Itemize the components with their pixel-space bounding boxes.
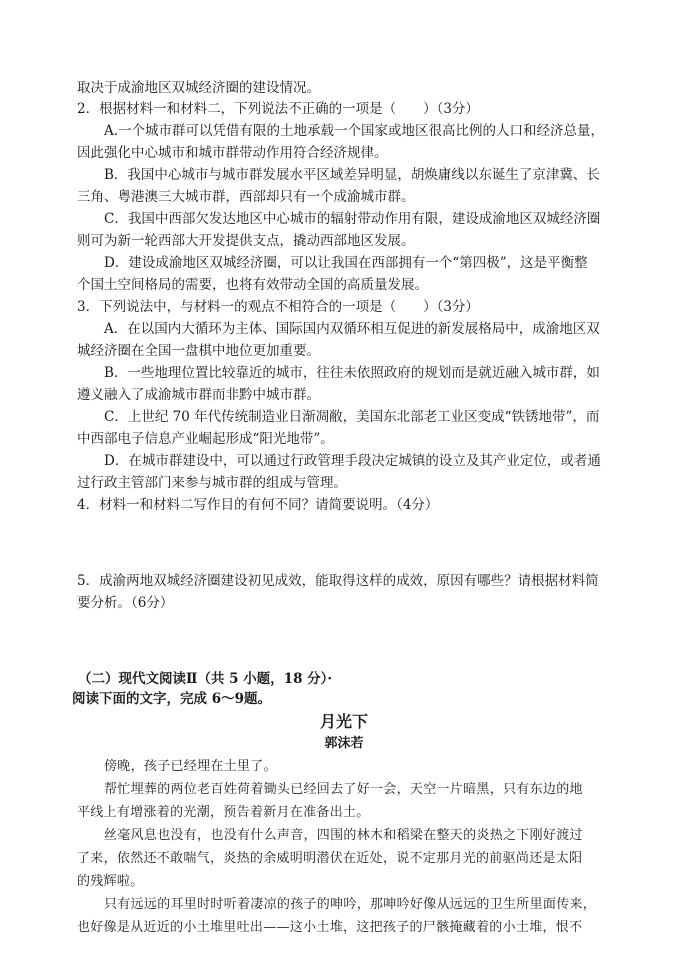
text-line: 取决于成渝地区双城经济圈的建设情况。 (77, 80, 320, 96)
text-line: 个国土空间格局的需要，也将有效带动全国的高质量发展。 (77, 277, 428, 293)
option-3c: C．上世纪 70 年代传统制造业日渐凋敝，美国东北部老工业区变成“铁锈地带”，而 (104, 409, 600, 425)
question-4: 4．材料一和材料二写作目的有何不同？请简要说明。（4分） (77, 497, 439, 513)
option-3b: B．一些地理位置比较靠近的城市，往往未依照政府的规划而是就近融入城市群，如 (104, 365, 600, 381)
option-3d: D．在城市群建设中，可以通过行政管理手段决定城镇的设立及其产业定位，或者通 (104, 453, 601, 469)
instruction: 阅读下面的文字，完成 6～9题。 (72, 691, 271, 707)
question-5: 5．成渝两地双城经济圈建设初见成效，能取得这样的成效，原因有哪些？请根据材料简 (77, 573, 599, 589)
question-2: 2．根据材料一和材料二，下列说法不正确的一项是（ ）（3分） (77, 101, 479, 117)
story-line: 也好像是从近近的小土堆里吐出——这小土堆，这把孩子的尸骸掩藏着的小土堆，恨不 (77, 920, 583, 935)
story-line: 帮忙埋葬的两位老百姓荷着锄头已经回去了好一会，天空一片暗黑，只有东边的地 (104, 782, 583, 797)
text-line: 中西部电子信息产业崛起形成“阳光地带”。 (77, 431, 334, 447)
story-line: 只有远远的耳里时时听着凄凉的孩子的呻吟，那呻吟好像从远远的卫生所里面传来， (104, 897, 597, 912)
option-2b: B．我国中心城市与城市群发展水平区域差异明显，胡焕庸线以东诞生了京津冀、长 (104, 167, 600, 183)
text-line: 城经济圈在全国一盘棋中地位更加重要。 (77, 343, 320, 359)
story-line: 了来，依然还不敢喘气，炎热的余威明明潜伏在近处，说不定那月光的前驱尚还是太阳 (77, 851, 583, 866)
option-2c: C．我国中西部欠发达地区中心城市的辐射带动作用有限，建设成渝地区双城经济圈 (104, 211, 601, 227)
story-line: 的残辉啦。 (77, 874, 144, 889)
text-line: 遵义融入了成渝城市群而非黔中城市群。 (77, 387, 320, 403)
option-2a: A.一个城市群可以凭借有限的土地承载一个国家或地区很高比例的人口和经济总量， (104, 123, 605, 139)
text-line: 三角、粤港澳三大城市群，西部却只有一个成渝城市群。 (77, 189, 415, 205)
story-line: 平线上有增涨着的光潮，预告着新月在准备出土。 (77, 805, 370, 820)
text-line: 则可为新一轮西部大开发提供支点，撬动西部地区发展。 (77, 233, 415, 249)
option-3a: A．在以国内大循环为主体、国际国内双循环相互促进的新发展格局中，成渝地区双 (104, 321, 600, 337)
text-line: 要分析。（6分） (77, 595, 174, 611)
story-line: 丝毫风息也没有，也没有什么声音，四围的林木和稻梁在整天的炎热之下刚好渡过 (104, 828, 583, 843)
text-line: 因此强化中心城市和城市群带动作用符合经济规律。 (77, 145, 388, 161)
story-title: 月光下 (319, 712, 368, 731)
story-author: 郭沫若 (324, 736, 364, 751)
question-3: 3．下列说法中，与材料一的观点不相符合的一项是（ ）（3分） (77, 299, 479, 315)
section-heading: （二）现代文阅读Ⅱ（共 5 小题，18 分）· (78, 671, 333, 687)
text-line: 过行政主管部门来参与城市群的组成与管理。 (77, 475, 347, 491)
story-line: 傍晚，孩子已经埋在土里了。 (104, 759, 277, 774)
option-2d: D．建设成渝地区双城经济圈，可以让我国在西部拥有一个“第四极”，这是平衡整 (104, 255, 588, 271)
